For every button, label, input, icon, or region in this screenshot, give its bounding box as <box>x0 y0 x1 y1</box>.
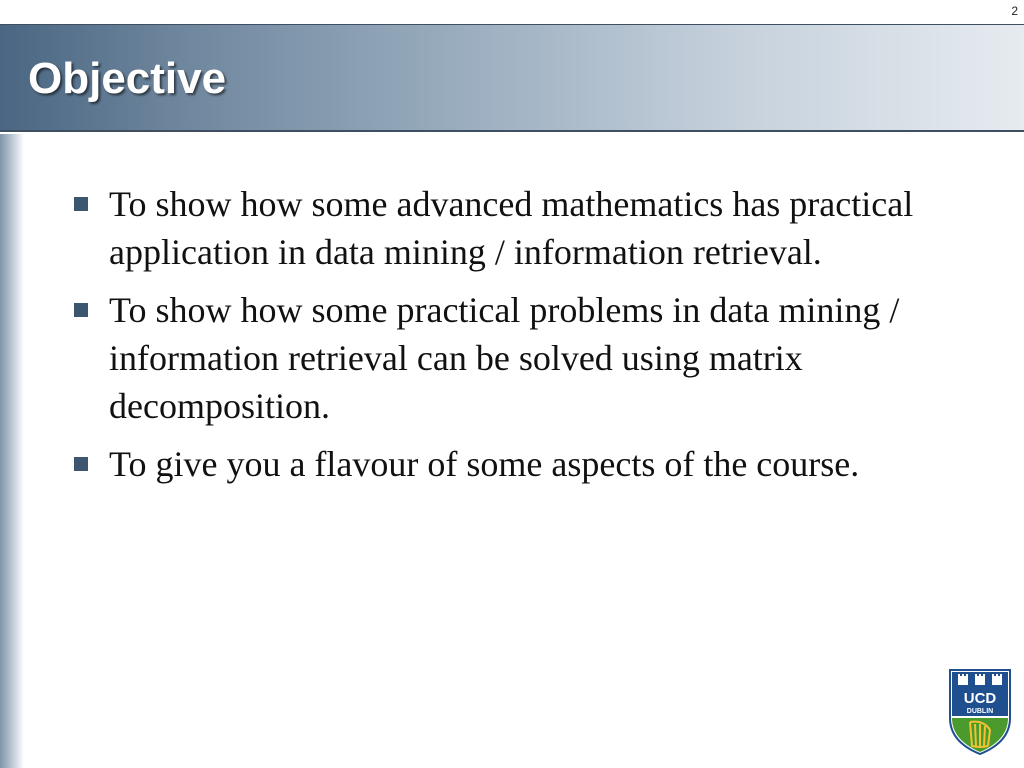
ucd-crest-icon <box>948 666 1012 756</box>
logo-text-dublin: DUBLIN <box>966 708 994 715</box>
slide-number: 2 <box>1011 4 1018 18</box>
square-bullet-icon <box>74 303 88 317</box>
title-bar <box>0 24 1024 132</box>
logo-text-ucd: UCD <box>963 690 997 707</box>
bullet-text: To show how some practical problems in data mining / information retrieval can be solved using matrix decomposition. <box>109 290 900 426</box>
bullet-text: To give you a flavour of some aspects of the course. <box>109 444 860 484</box>
bullet-text: To show how some advanced mathematics has practical application in data mining / information retrieval. <box>109 184 914 272</box>
page-title: Objective <box>28 54 227 103</box>
bullet-item <box>72 286 972 430</box>
square-bullet-icon <box>74 457 88 471</box>
bullet-item <box>72 440 972 488</box>
square-bullet-icon <box>74 197 88 211</box>
bullet-list <box>72 180 972 498</box>
left-gradient-band <box>0 134 24 768</box>
bullet-item <box>72 180 972 276</box>
